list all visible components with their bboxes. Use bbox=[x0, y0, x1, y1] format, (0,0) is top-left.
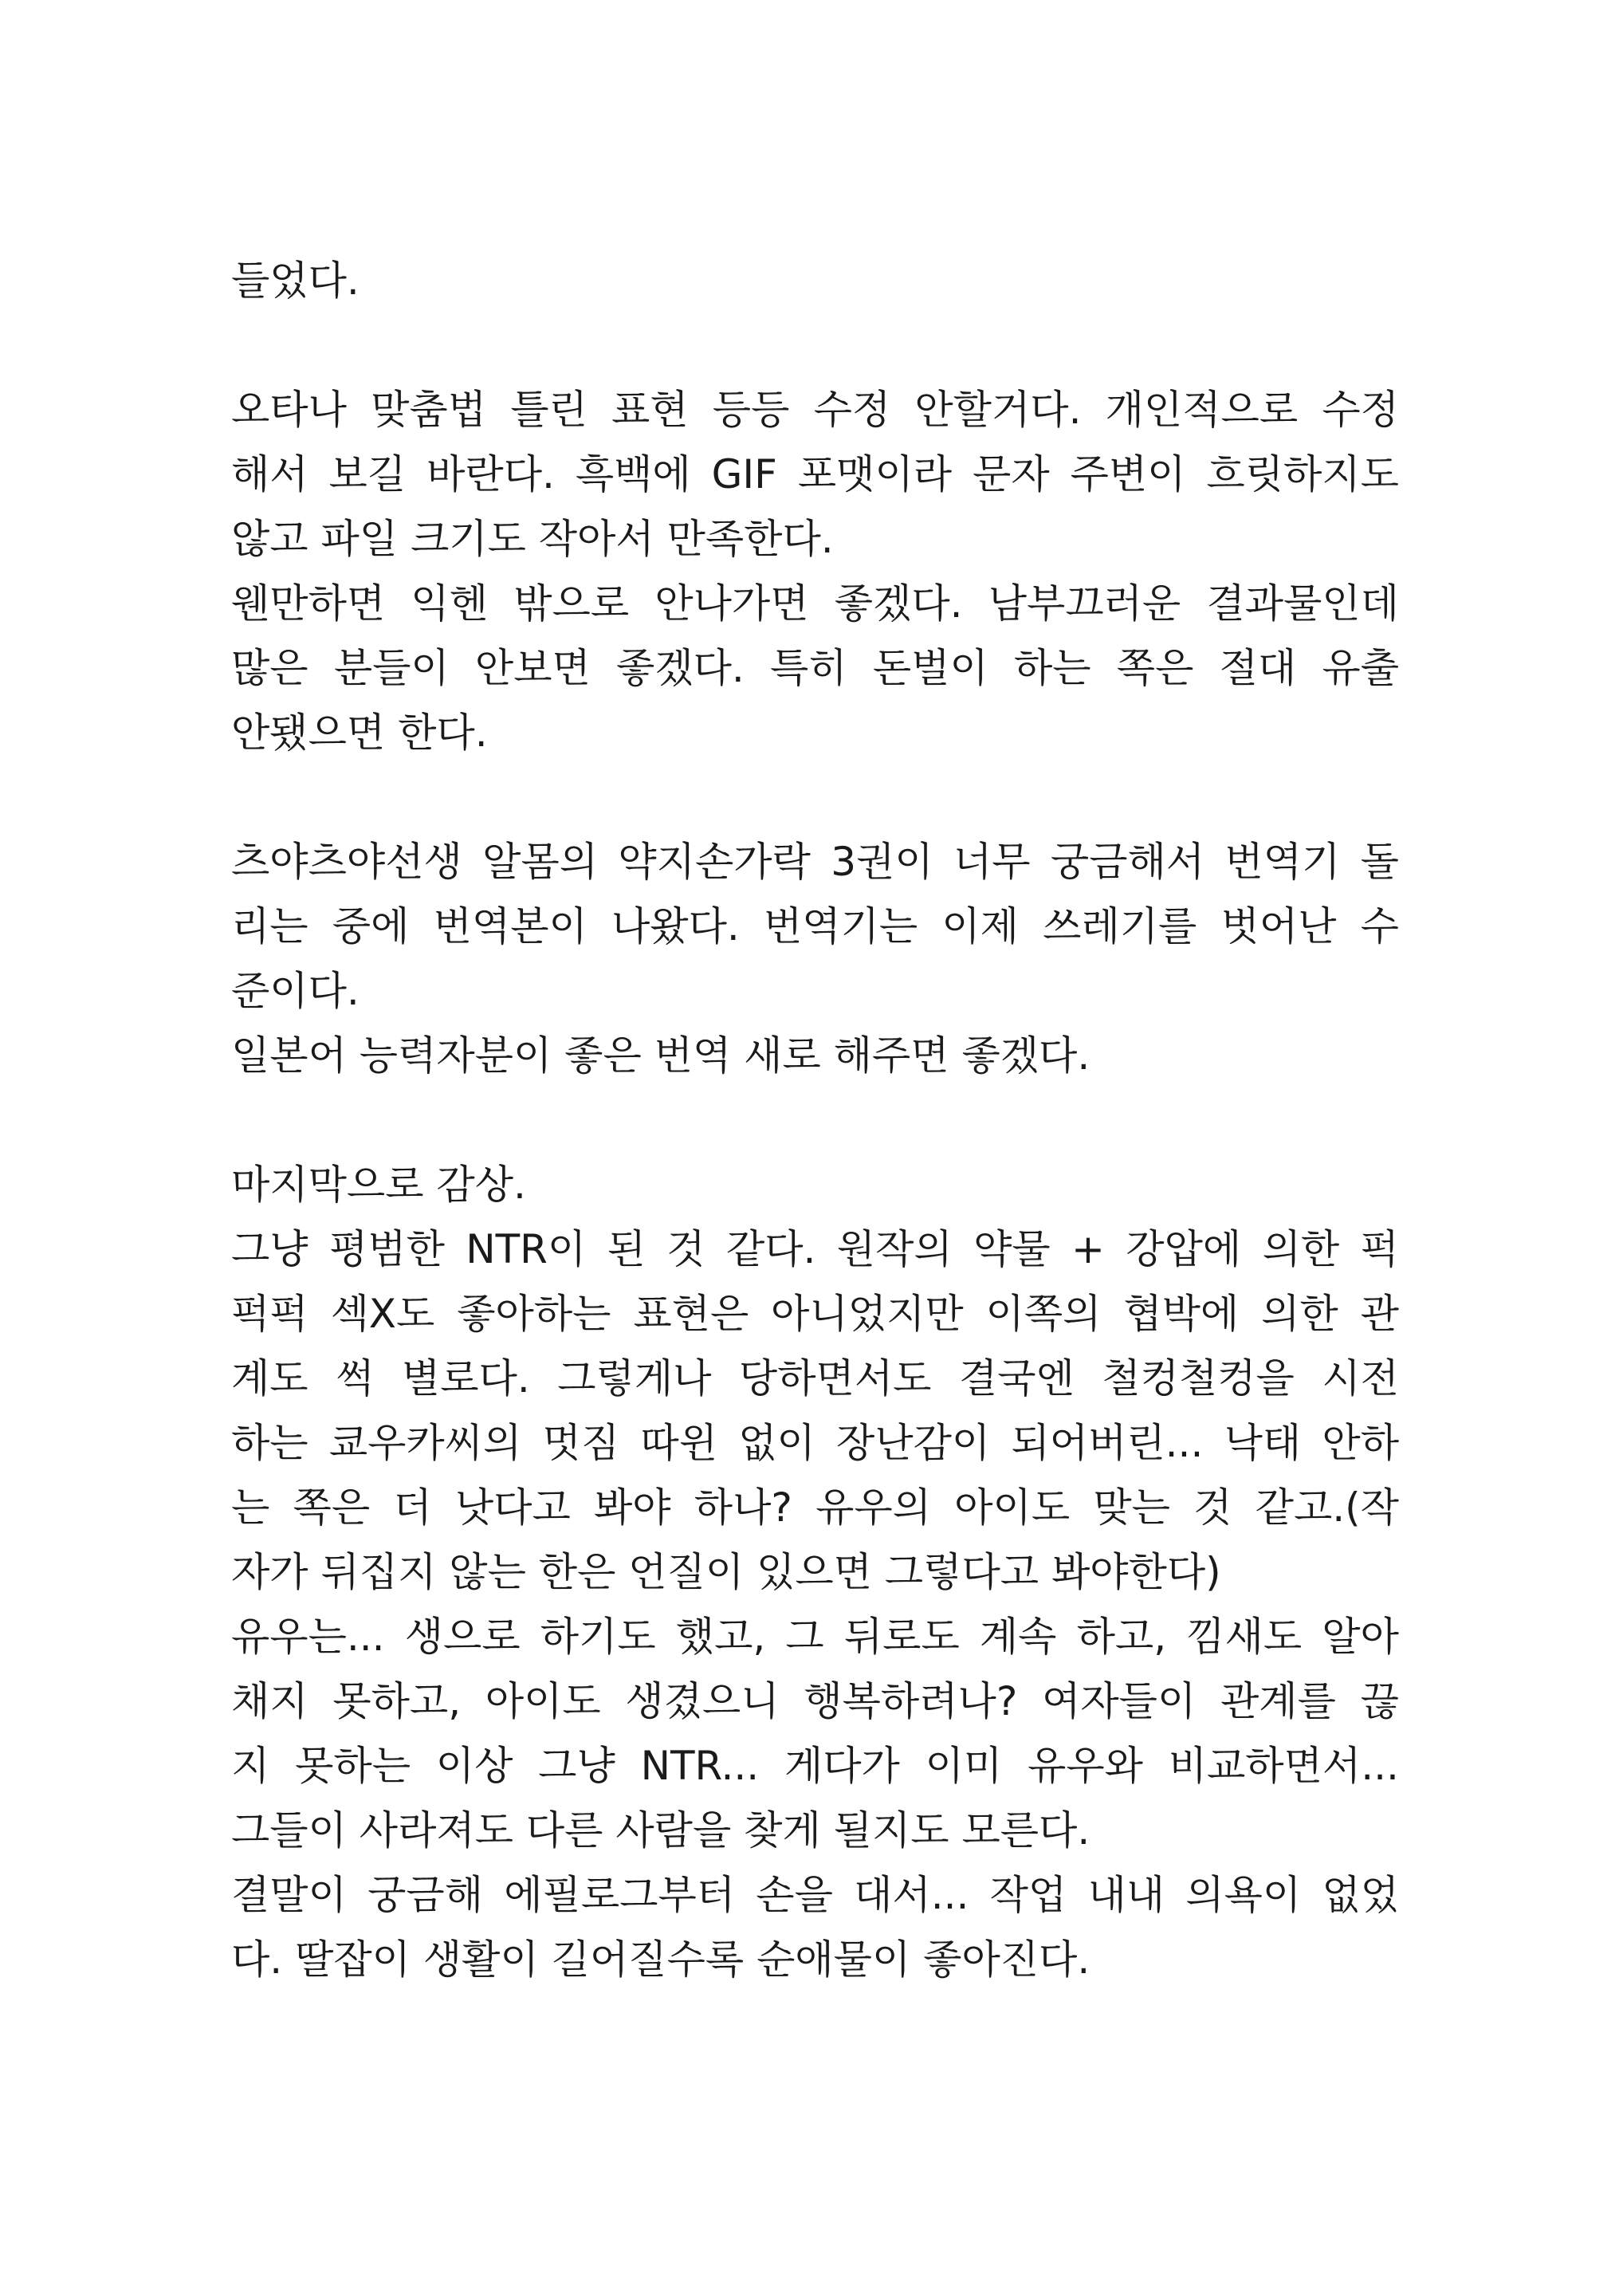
word: 행복하려나? bbox=[804, 1678, 1018, 1724]
word: 돌 bbox=[1360, 839, 1399, 885]
word: 수정 bbox=[1322, 387, 1399, 433]
text-line bbox=[231, 1347, 1399, 1411]
word: 흐릿하지도 bbox=[1206, 451, 1399, 497]
text-line: 그들이 사라져도 다른 사람을 찾게 될지도 모른다. bbox=[231, 1807, 1091, 1854]
word: 것 bbox=[1193, 1484, 1232, 1531]
word: 결말이 bbox=[231, 1872, 347, 1918]
word: 의한 bbox=[1262, 1226, 1340, 1272]
text-line: 준이다. bbox=[231, 968, 360, 1014]
word: 협박에 bbox=[1123, 1291, 1240, 1337]
word: 표현은 bbox=[633, 1291, 749, 1337]
word: 없었 bbox=[1322, 1872, 1399, 1918]
word: 좋겠다. bbox=[616, 645, 745, 691]
text-line: 마지막으로 감상. bbox=[231, 1162, 526, 1208]
word: 번역본이 bbox=[433, 903, 588, 949]
word: 츠야츠야선생 bbox=[231, 839, 462, 885]
word: 아이도 bbox=[954, 1484, 1071, 1531]
paragraph bbox=[231, 378, 1399, 765]
word: 약지손가락 bbox=[618, 839, 811, 885]
paragraph-gap bbox=[231, 1088, 1399, 1153]
text-line bbox=[231, 1734, 1399, 1799]
word: 표현 bbox=[611, 387, 689, 433]
word: 아이도 bbox=[485, 1678, 601, 1724]
word: 낌새도 bbox=[1186, 1614, 1303, 1660]
word: 밖으로 bbox=[513, 580, 630, 627]
word: 원작의 bbox=[836, 1226, 953, 1272]
word: 하기도 bbox=[540, 1614, 656, 1660]
word: 알몸의 bbox=[482, 839, 599, 885]
word: 못하고, bbox=[332, 1678, 462, 1724]
word: 된 bbox=[607, 1226, 646, 1272]
word: 번역기는 bbox=[763, 903, 918, 949]
word: 끊 bbox=[1360, 1678, 1399, 1724]
word: 안할거다. bbox=[914, 387, 1082, 433]
word: + bbox=[1071, 1226, 1105, 1272]
text-line bbox=[231, 1217, 1399, 1282]
word: 하나? bbox=[694, 1484, 792, 1531]
word: GIF bbox=[711, 451, 777, 497]
word: 평범한 bbox=[328, 1226, 445, 1272]
word: 같고.(작 bbox=[1255, 1484, 1399, 1531]
word: 같다. bbox=[725, 1226, 816, 1272]
text-line: 안됐으면 한다. bbox=[231, 710, 488, 756]
word: 수정 bbox=[813, 387, 891, 433]
word: 강압에 bbox=[1126, 1226, 1242, 1272]
text-line bbox=[231, 442, 1399, 507]
document-body bbox=[231, 249, 1399, 1992]
word: 게다가 bbox=[784, 1743, 900, 1789]
text-line bbox=[231, 1476, 1399, 1540]
word: 퍽퍽 bbox=[231, 1291, 308, 1337]
word: 쪽은 bbox=[293, 1484, 371, 1531]
word: 것 bbox=[666, 1226, 705, 1272]
word: 대서... bbox=[854, 1872, 969, 1918]
text-line bbox=[231, 894, 1399, 959]
word: 이상 bbox=[435, 1743, 513, 1789]
word: 낙태 bbox=[1224, 1420, 1302, 1466]
word: 섹X도 bbox=[330, 1291, 435, 1337]
word: 궁금해 bbox=[367, 1872, 484, 1918]
word: 여자들이 bbox=[1042, 1678, 1197, 1724]
word: 안하 bbox=[1322, 1420, 1399, 1466]
paragraph bbox=[231, 830, 1399, 1088]
word: 별로다. bbox=[401, 1355, 530, 1402]
word: 맞춤법 bbox=[371, 387, 486, 433]
paragraph-gap bbox=[231, 313, 1399, 378]
word: 유우는... bbox=[231, 1614, 385, 1660]
word: 하고, bbox=[1076, 1614, 1167, 1660]
word: 내내 bbox=[1087, 1872, 1165, 1918]
word: 의욕이 bbox=[1185, 1872, 1302, 1918]
word: 중에 bbox=[332, 903, 410, 949]
word: 썩 bbox=[336, 1355, 375, 1402]
word: 주변이 bbox=[1070, 451, 1186, 497]
word: 오타나 bbox=[231, 387, 347, 433]
text-line bbox=[231, 1605, 1399, 1669]
word: 했고, bbox=[675, 1614, 766, 1660]
word: 에필로그부터 bbox=[504, 1872, 736, 1918]
word: 유출 bbox=[1322, 645, 1399, 691]
word: 해서 bbox=[231, 451, 308, 497]
word: 낫다고 bbox=[454, 1484, 571, 1531]
word: 남부끄러운 bbox=[988, 580, 1181, 627]
word: 더 bbox=[393, 1484, 432, 1531]
word: 관 bbox=[1360, 1291, 1399, 1337]
word: 의한 bbox=[1261, 1291, 1338, 1337]
word: 멋짐 bbox=[542, 1420, 620, 1466]
word: 나왔다. bbox=[611, 903, 740, 949]
word: 번역기 bbox=[1224, 839, 1341, 885]
word: 이쪽의 bbox=[985, 1291, 1102, 1337]
word: 지 bbox=[231, 1743, 270, 1789]
word: 벗어난 bbox=[1220, 903, 1337, 949]
word: 채지 bbox=[231, 1678, 308, 1724]
text-line: 다. 딸잡이 생활이 길어질수록 순애물이 좋아진다. bbox=[231, 1936, 1091, 1983]
word: 따윈 bbox=[640, 1420, 717, 1466]
word: 결과물인데 bbox=[1206, 580, 1399, 627]
word: 하는 bbox=[1013, 645, 1091, 691]
text-line bbox=[231, 636, 1399, 701]
text-line bbox=[231, 830, 1399, 894]
word: NTR... bbox=[640, 1743, 760, 1789]
word: 는 bbox=[231, 1484, 270, 1531]
word: 너무 bbox=[953, 839, 1031, 885]
word: 그 bbox=[785, 1614, 824, 1660]
word: 이제 bbox=[941, 903, 1019, 949]
text-line: 않고 파일 크기도 작아서 만족한다. bbox=[231, 516, 834, 562]
word: 손을 bbox=[756, 1872, 833, 1918]
word: 없이 bbox=[738, 1420, 815, 1466]
word: 그냥 bbox=[231, 1226, 308, 1272]
word: 안나가면 bbox=[654, 580, 809, 627]
word: 아니었지만 bbox=[771, 1291, 964, 1337]
word: 안보면 bbox=[474, 645, 591, 691]
word: 봐야 bbox=[593, 1484, 671, 1531]
word: NTR이 bbox=[466, 1226, 587, 1272]
word: 생겼으니 bbox=[625, 1678, 780, 1724]
word: 수 bbox=[1360, 903, 1399, 949]
word: 계도 bbox=[231, 1355, 308, 1402]
word: 당하면서도 bbox=[738, 1355, 932, 1402]
word: 흑백에 bbox=[575, 451, 691, 497]
word: 3권이 bbox=[831, 839, 933, 885]
word: 유우의 bbox=[815, 1484, 932, 1531]
text-line bbox=[231, 1282, 1399, 1347]
word: 좋겠다. bbox=[834, 580, 963, 627]
word: 개인적으로 bbox=[1105, 387, 1299, 433]
text-line: 자가 뒤집지 않는 한은 언질이 있으면 그렇다고 봐야한다) bbox=[231, 1549, 1221, 1595]
word: 익헨 bbox=[411, 580, 489, 627]
word: 알아 bbox=[1322, 1614, 1399, 1660]
word: 궁금해서 bbox=[1050, 839, 1205, 885]
word: 좋아하는 bbox=[457, 1291, 611, 1337]
word: 이미 bbox=[925, 1743, 1003, 1789]
word: 틀린 bbox=[510, 387, 588, 433]
word: 리는 bbox=[231, 903, 308, 949]
word: 하는 bbox=[231, 1420, 308, 1466]
word: 쓰레기를 bbox=[1043, 903, 1197, 949]
paragraph bbox=[231, 1153, 1399, 1992]
text-line bbox=[231, 378, 1399, 442]
word: 작업 bbox=[989, 1872, 1067, 1918]
word: 특히 bbox=[770, 645, 847, 691]
word: 장난감이 bbox=[836, 1420, 991, 1466]
text-line bbox=[231, 1669, 1399, 1734]
word: 그렇게나 bbox=[557, 1355, 712, 1402]
word: 유우와 bbox=[1028, 1743, 1143, 1789]
word: 못하는 bbox=[295, 1743, 411, 1789]
word: 쿄우카씨의 bbox=[328, 1420, 522, 1466]
text-line: 들었다. bbox=[231, 258, 360, 304]
word: 보길 bbox=[328, 451, 407, 497]
word: 웬만하면 bbox=[231, 580, 386, 627]
word: 바란다. bbox=[426, 451, 555, 497]
word: 비교하면서... bbox=[1168, 1743, 1399, 1789]
word: 등등 bbox=[712, 387, 790, 433]
paragraph bbox=[231, 249, 1399, 313]
word: 문자 bbox=[973, 451, 1050, 497]
text-line bbox=[231, 1863, 1399, 1928]
word: 약물 bbox=[973, 1226, 1051, 1272]
word: 뒤로도 bbox=[843, 1614, 960, 1660]
word: 절대 bbox=[1219, 645, 1297, 691]
text-line: 일본어 능력자분이 좋은 번역 새로 해주면 좋겠다. bbox=[231, 1032, 1091, 1079]
word: 그냥 bbox=[538, 1743, 615, 1789]
word: 맞는 bbox=[1093, 1484, 1170, 1531]
word: 철컹철컹을 bbox=[1102, 1355, 1295, 1402]
word: 포맷이라 bbox=[797, 451, 953, 497]
word: 돈벌이 bbox=[872, 645, 988, 691]
word: 관계를 bbox=[1220, 1678, 1336, 1724]
word: 시전 bbox=[1322, 1355, 1399, 1402]
word: 생으로 bbox=[404, 1614, 521, 1660]
text-line bbox=[231, 1411, 1399, 1476]
text-line bbox=[231, 572, 1399, 636]
word: 퍽 bbox=[1360, 1226, 1399, 1272]
word: 계속 bbox=[979, 1614, 1057, 1660]
word: 결국엔 bbox=[958, 1355, 1075, 1402]
paragraph-gap bbox=[231, 765, 1399, 830]
word: 쪽은 bbox=[1116, 645, 1194, 691]
word: 많은 bbox=[231, 645, 308, 691]
word: 분들이 bbox=[333, 645, 450, 691]
word: 되어버린... bbox=[1011, 1420, 1204, 1466]
